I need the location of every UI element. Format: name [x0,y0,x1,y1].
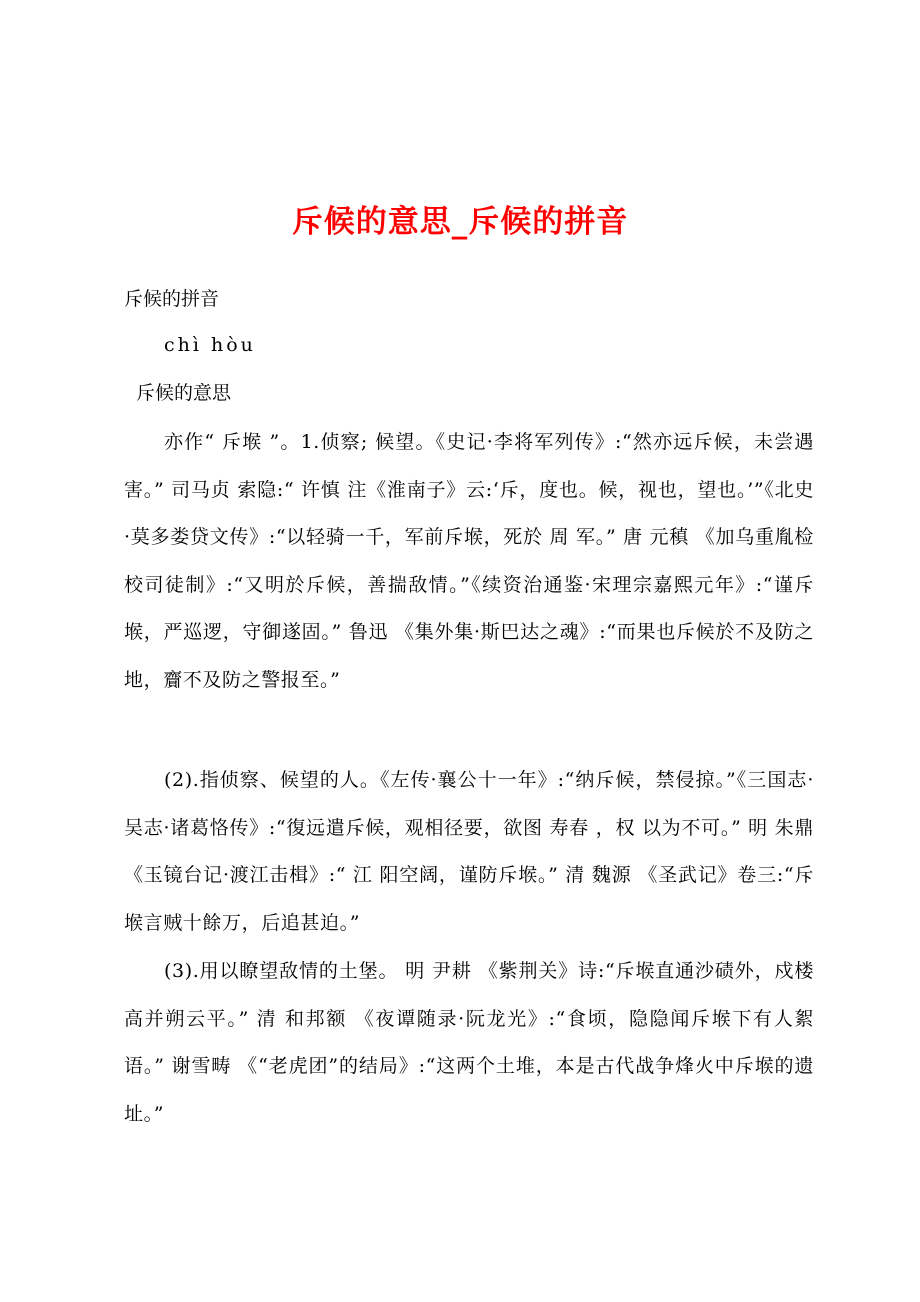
definition-paragraph-3: (3).用以瞭望敌情的土堡。 明 尹耕 《紫荆关》诗:“斥堠直通沙碛外，戍楼高并朔云平。” 清 和邦额 《夜谭随录·阮龙光》:“食顷，隐隐闻斥堠下有人絮语。” 谢雪畴 《“老虎团”的结局》:“这两个土堆，本是古代战争烽火中斥堠的遗址。” [124,960,814,1125]
pinyin-text: chì hòu [164,334,256,356]
page-title: 斥候的意思_斥候的拼音 [291,204,629,240]
meaning-heading: 斥候的意思 [136,382,232,404]
pinyin-heading: 斥候的拼音 [124,288,220,310]
definition-paragraph-1: 亦作“ 斥堠 ”。1.侦察; 候望。《史记·李将军列传》:“然亦远斥候，未尝遇害。” 司马贞 索隐:“ 许慎 注《淮南子》云:‘斥，度也。候，视也，望也。’”《北史·莫多娄贷文传》:“以轻骑一千，军前斥堠，死於 周 军。” 唐 元稹 《加乌重胤检校司徒制》:“又明於斥候，善揣敌情。”《续资治通鉴·宋理宗嘉熙元年》:“谨斥堠，严巡逻，守御遂固。” 鲁迅 《集外集·斯巴达之魂》:“而果也斥候於不及防之地，齎不及防之警报至。” [124,431,814,691]
definition-paragraph-2: (2).指侦察、候望的人。《左传·襄公十一年》:“纳斥候，禁侵掠。”《三国志·吴志·诸葛恪传》:“復远遣斥候，观相径要，欲图 寿春 ，权 以为不可。” 明 朱鼎 《玉镜台记·渡江击楫》:“ 江 阳空阔，谨防斥堠。” 清 魏源 《圣武记》卷三:“斥堠言贼十餘万，后追甚迫。” [124,769,814,934]
